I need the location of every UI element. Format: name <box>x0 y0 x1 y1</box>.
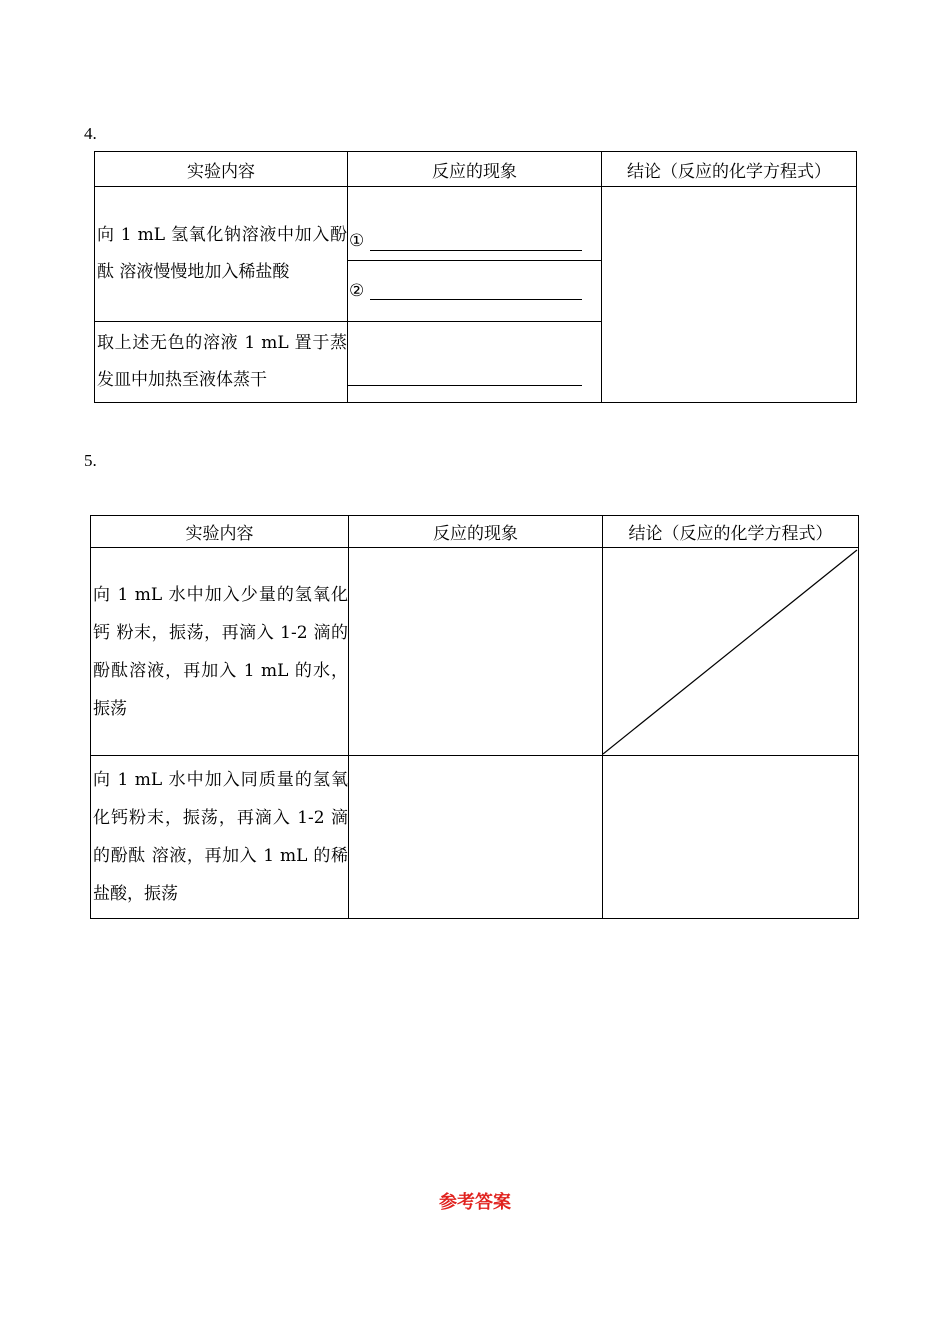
q5-row1-content: 向 1 mL 水中加入少量的氢氧化钙 粉末，振荡，再滴入 1-2 滴的酚酞溶液，再加入 1 mL 的水，振荡 <box>91 548 349 756</box>
q5-row2-conclusion[interactable] <box>603 756 859 919</box>
answer-key-title: 参考答案 <box>439 1192 511 1213</box>
q5-header-phenomenon: 反应的现象 <box>349 516 603 548</box>
q5-row1-conclusion-crossed <box>603 548 859 756</box>
question-4-table <box>94 151 857 403</box>
q4-header-content: 实验内容 <box>95 152 348 187</box>
q4-marker-2: ② <box>349 281 365 301</box>
q4-row2-phenomenon <box>348 322 602 403</box>
q5-header-conclusion: 结论（反应的化学方程式） <box>603 516 859 548</box>
q5-diagonal-strike <box>603 548 859 756</box>
q5-header-content: 实验内容 <box>91 516 349 548</box>
q4-answer-blank-3[interactable] <box>348 385 582 386</box>
q4-answer-blank-2[interactable] <box>370 299 582 300</box>
q5-row2-phenomenon[interactable] <box>349 756 603 919</box>
q4-inner-divider <box>348 260 601 261</box>
question-5-number: 5. <box>84 451 97 470</box>
q4-header-phenomenon: 反应的现象 <box>348 152 602 187</box>
q5-row1-phenomenon[interactable] <box>349 548 603 756</box>
q4-row1-phenomenon <box>348 187 602 322</box>
question-4-number: 4. <box>84 124 97 143</box>
question-5-table <box>90 515 859 919</box>
q4-marker-1: ① <box>349 231 365 251</box>
q4-row2-content: 取上述无色的溶液 1 mL 置于蒸发皿中加热至液体蒸干 <box>95 322 348 403</box>
q4-answer-blank-1[interactable] <box>370 250 582 251</box>
q5-row2-content: 向 1 mL 水中加入同质量的氢氧化钙粉末，振荡，再滴入 1-2 滴的酚酞 溶液，再加入 1 mL 的稀盐酸，振荡 <box>91 756 349 919</box>
q4-header-conclusion: 结论（反应的化学方程式） <box>602 152 857 187</box>
q4-row1-content: 向 1 mL 氢氧化钠溶液中加入酚酞 溶液慢慢地加入稀盐酸 <box>95 187 348 322</box>
q4-conclusion-cell[interactable] <box>602 187 857 403</box>
